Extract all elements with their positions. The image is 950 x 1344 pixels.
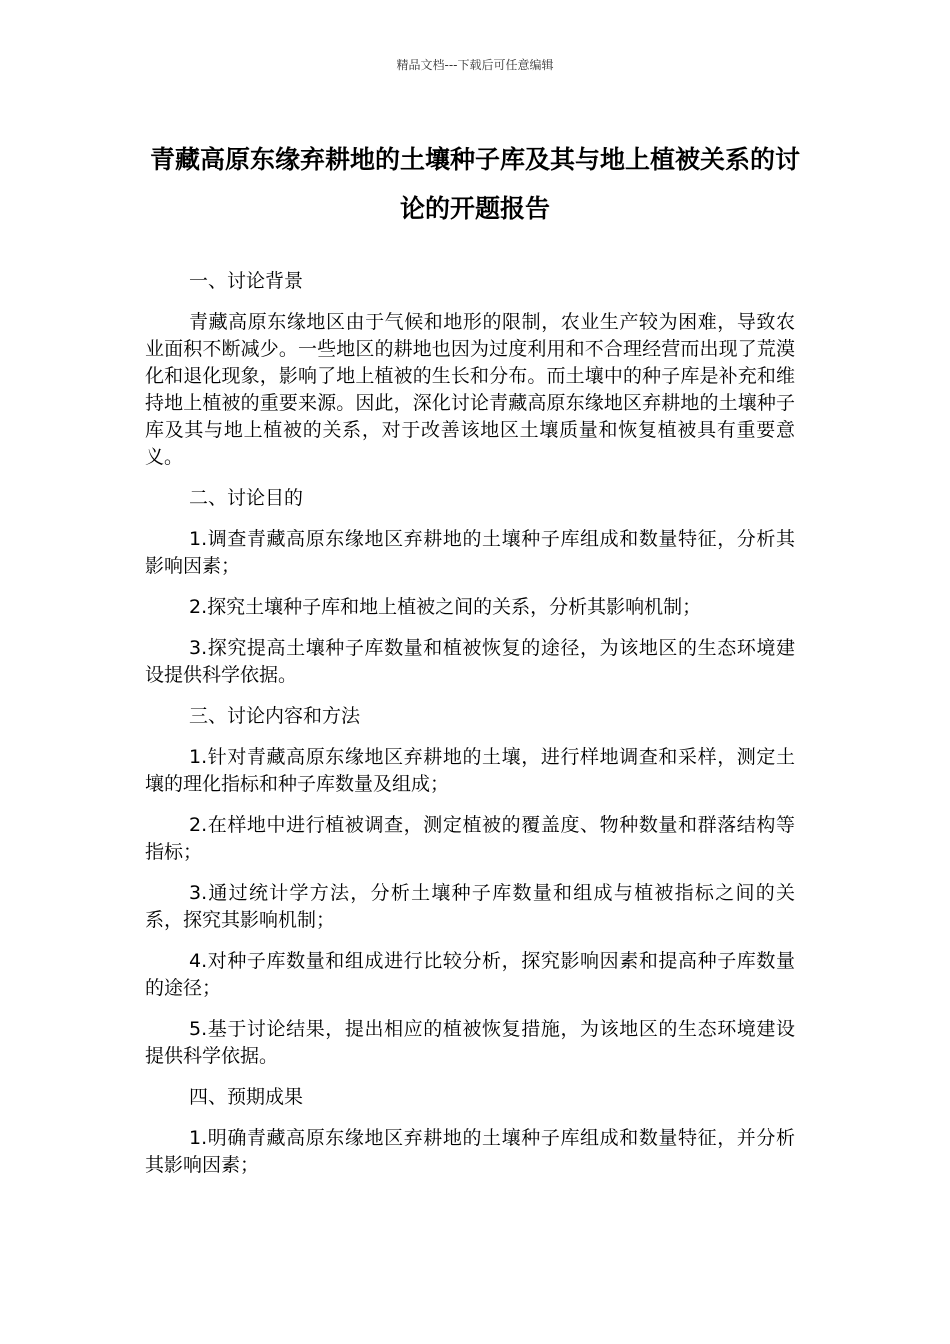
- paragraph: 3.通过统计学方法，分析土壤种子库数量和组成与植被指标之间的关系，探究其影响机制；: [145, 882, 795, 931]
- section-heading: 四、预期成果: [189, 1086, 304, 1108]
- paragraph: 2.在样地中进行植被调查，测定植被的覆盖度、物种数量和群落结构等指标；: [145, 814, 795, 863]
- document-title: 青藏高原东缘弃耕地的土壤种子库及其与地上植被关系的讨论的开题报告: [149, 145, 800, 223]
- paragraph: 1.明确青藏高原东缘地区弃耕地的土壤种子库组成和数量特征，并分析其影响因素；: [145, 1127, 795, 1176]
- paragraph: 5.基于讨论结果，提出相应的植被恢复措施，为该地区的生态环境建设提供科学依据。: [145, 1018, 795, 1067]
- paragraph: 青藏高原东缘地区由于气候和地形的限制，农业生产较为困难，导致农业面积不断减少。一些地区的耕地也因为过度利用和不合理经营而出现了荒漠化和退化现象，影响了地上植被的生长和分布。而土壤中的种子库是补充和维持地上植被的重要来源。因此，深化讨论青藏高原东缘地区弃耕地的土壤种子库及其与地上植被的关系，对于改善该地区土壤质量和恢复植被具有重要意义。: [145, 311, 795, 468]
- paragraph: 4.对种子库数量和组成进行比较分析，探究影响因素和提高种子库数量的途径；: [145, 950, 795, 999]
- section-heading: 二、讨论目的: [189, 487, 304, 509]
- page-header: 精品文档---下载后可任意编辑: [396, 58, 554, 72]
- paragraph: 1.针对青藏高原东缘地区弃耕地的土壤，进行样地调查和采样，测定土壤的理化指标和种子库数量及组成；: [145, 746, 795, 795]
- section-heading: 三、讨论内容和方法: [189, 705, 361, 727]
- section-heading: 一、讨论背景: [189, 270, 304, 292]
- paragraph: 3.探究提高土壤种子库数量和植被恢复的途径，为该地区的生态环境建设提供科学依据。: [145, 637, 795, 686]
- document-body: [145, 268, 795, 1193]
- paragraph: 2.探究土壤种子库和地上植被之间的关系，分析其影响机制；: [189, 596, 702, 618]
- paragraph: 1.调查青藏高原东缘地区弃耕地的土壤种子库组成和数量特征，分析其影响因素；: [145, 528, 795, 577]
